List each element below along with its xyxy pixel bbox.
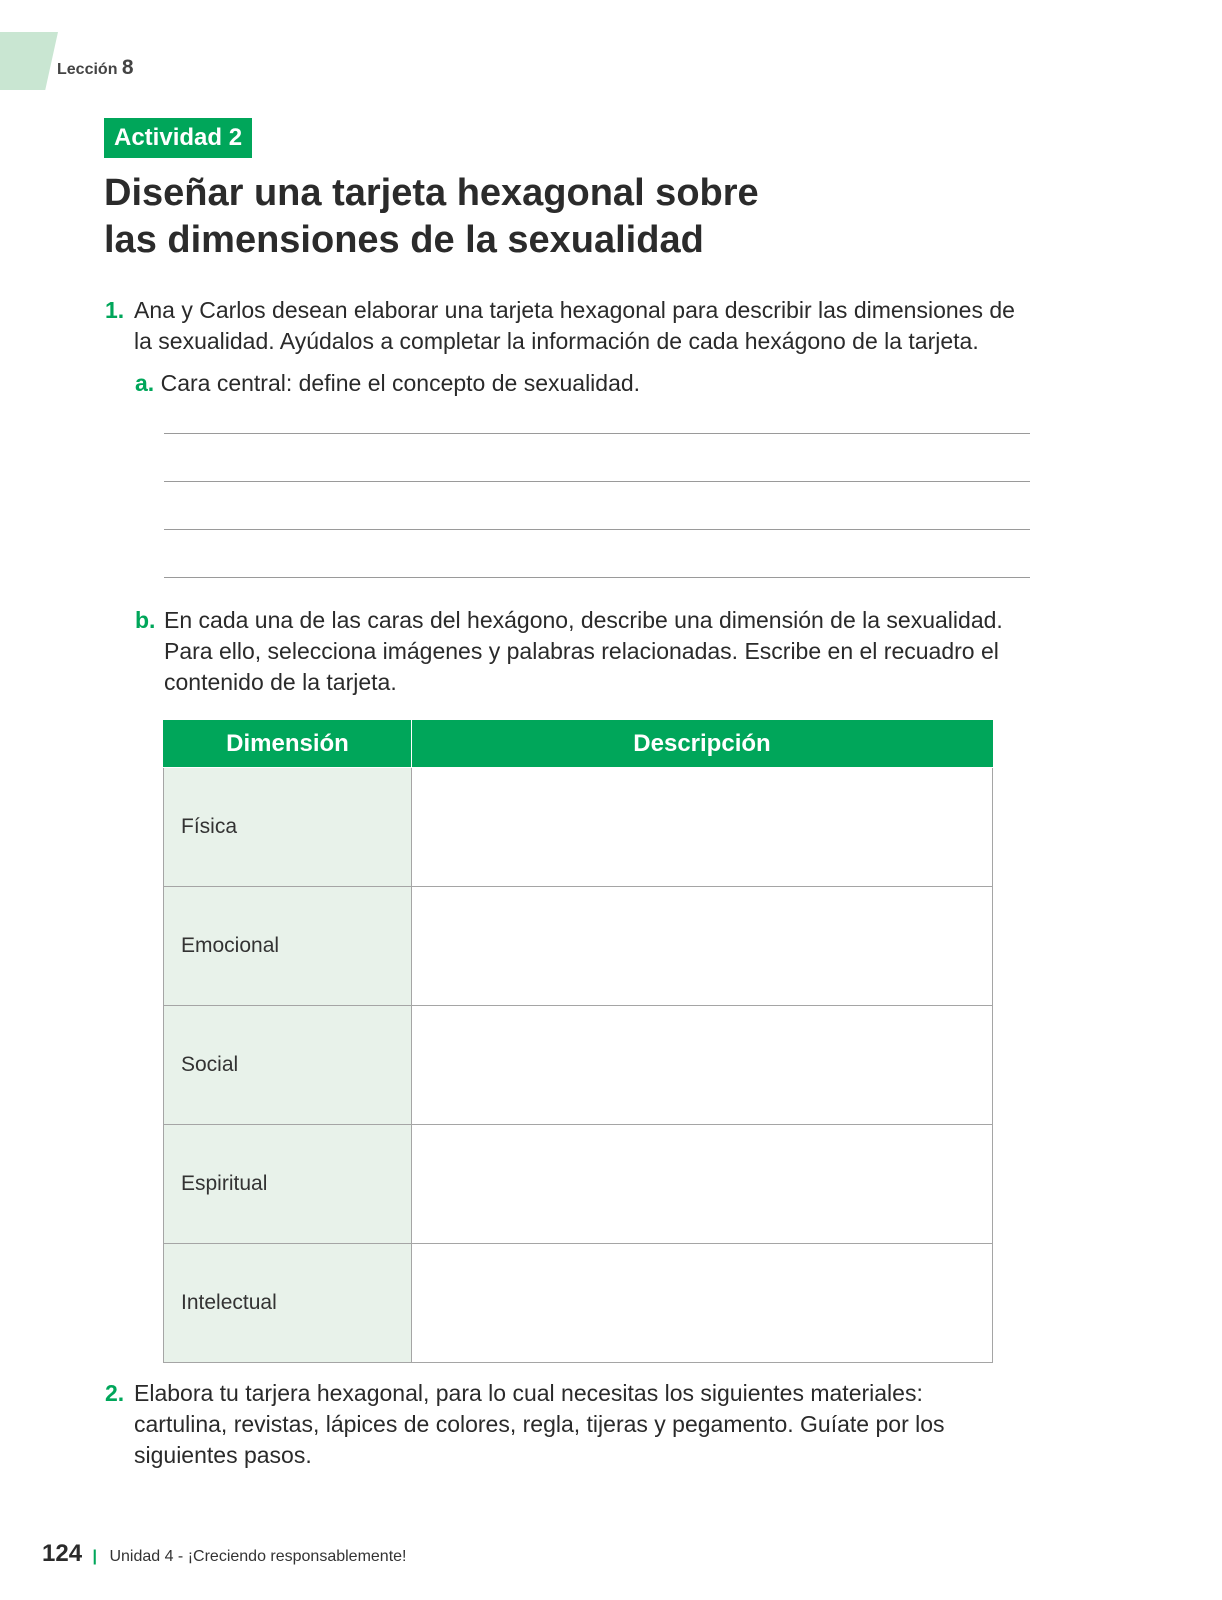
table-row — [164, 1006, 993, 1125]
question-1a — [135, 368, 1015, 399]
question-2-text: Elabora tu tarjera hexagonal, para lo cual necesitas los siguientes materiales: cartulina, revistas, lápices de colores, regla, tijeras y pegamento. Guíate por los siguientes pasos. — [134, 1380, 945, 1468]
lesson-label: Lección 8 — [57, 56, 134, 79]
dimension-cell: Social — [164, 1006, 412, 1125]
table-row — [164, 1244, 993, 1363]
answer-line[interactable] — [164, 433, 1030, 434]
dimension-cell: Física — [164, 768, 412, 887]
question-1-number: 1. — [105, 297, 125, 323]
header-description: Descripción — [412, 721, 993, 768]
description-cell[interactable] — [412, 1006, 993, 1125]
table-row — [164, 1125, 993, 1244]
activity-badge: Actividad 2 — [104, 118, 252, 158]
table-row — [164, 887, 993, 1006]
header-dimension: Dimensión — [164, 721, 412, 768]
corner-tab-decoration — [0, 32, 58, 90]
question-1 — [105, 295, 1025, 357]
table-row — [164, 768, 993, 887]
question-1-text: Ana y Carlos desean elaborar una tarjeta hexagonal para describir las dimensiones de la sexualidad. Ayúdalos a completar la información de cada hexágono de la tarjeta. — [134, 297, 1015, 354]
description-cell[interactable] — [412, 887, 993, 1006]
question-1b-text: En cada una de las caras del hexágono, describe una dimensión de la sexualidad. Para ello, selecciona imágenes y palabras relacionadas. Escribe en el recuadro el contenido de la tarjeta. — [164, 607, 1003, 695]
page-title — [104, 170, 864, 264]
question-1a-text: Cara central: define el concepto de sexualidad. — [160, 370, 641, 396]
page-footer — [42, 1540, 407, 1568]
description-cell[interactable] — [412, 1125, 993, 1244]
question-1b-letter: b. — [135, 607, 156, 633]
dimension-cell: Intelectual — [164, 1244, 412, 1363]
table-header-row — [164, 721, 993, 768]
question-1b — [135, 605, 1035, 698]
page-number: 124 — [42, 1540, 83, 1567]
dimensions-table — [163, 720, 993, 1363]
answer-line[interactable] — [164, 529, 1030, 530]
dimension-cell: Emocional — [164, 887, 412, 1006]
footer-separator: | — [92, 1548, 97, 1565]
description-cell[interactable] — [412, 768, 993, 887]
question-2 — [105, 1378, 1005, 1471]
answer-line[interactable] — [164, 481, 1030, 482]
title-line-1: Diseñar una tarjeta hexagonal sobre — [104, 172, 759, 214]
unit-title: Unidad 4 - ¡Creciendo responsablemente! — [109, 1548, 407, 1565]
question-1a-letter: a. — [135, 370, 155, 396]
dimension-cell: Espiritual — [164, 1125, 412, 1244]
answer-line[interactable] — [164, 577, 1030, 578]
question-2-number: 2. — [105, 1380, 125, 1406]
description-cell[interactable] — [412, 1244, 993, 1363]
title-line-2: las dimensiones de la sexualidad — [104, 219, 704, 261]
lesson-number: 8 — [121, 56, 134, 79]
